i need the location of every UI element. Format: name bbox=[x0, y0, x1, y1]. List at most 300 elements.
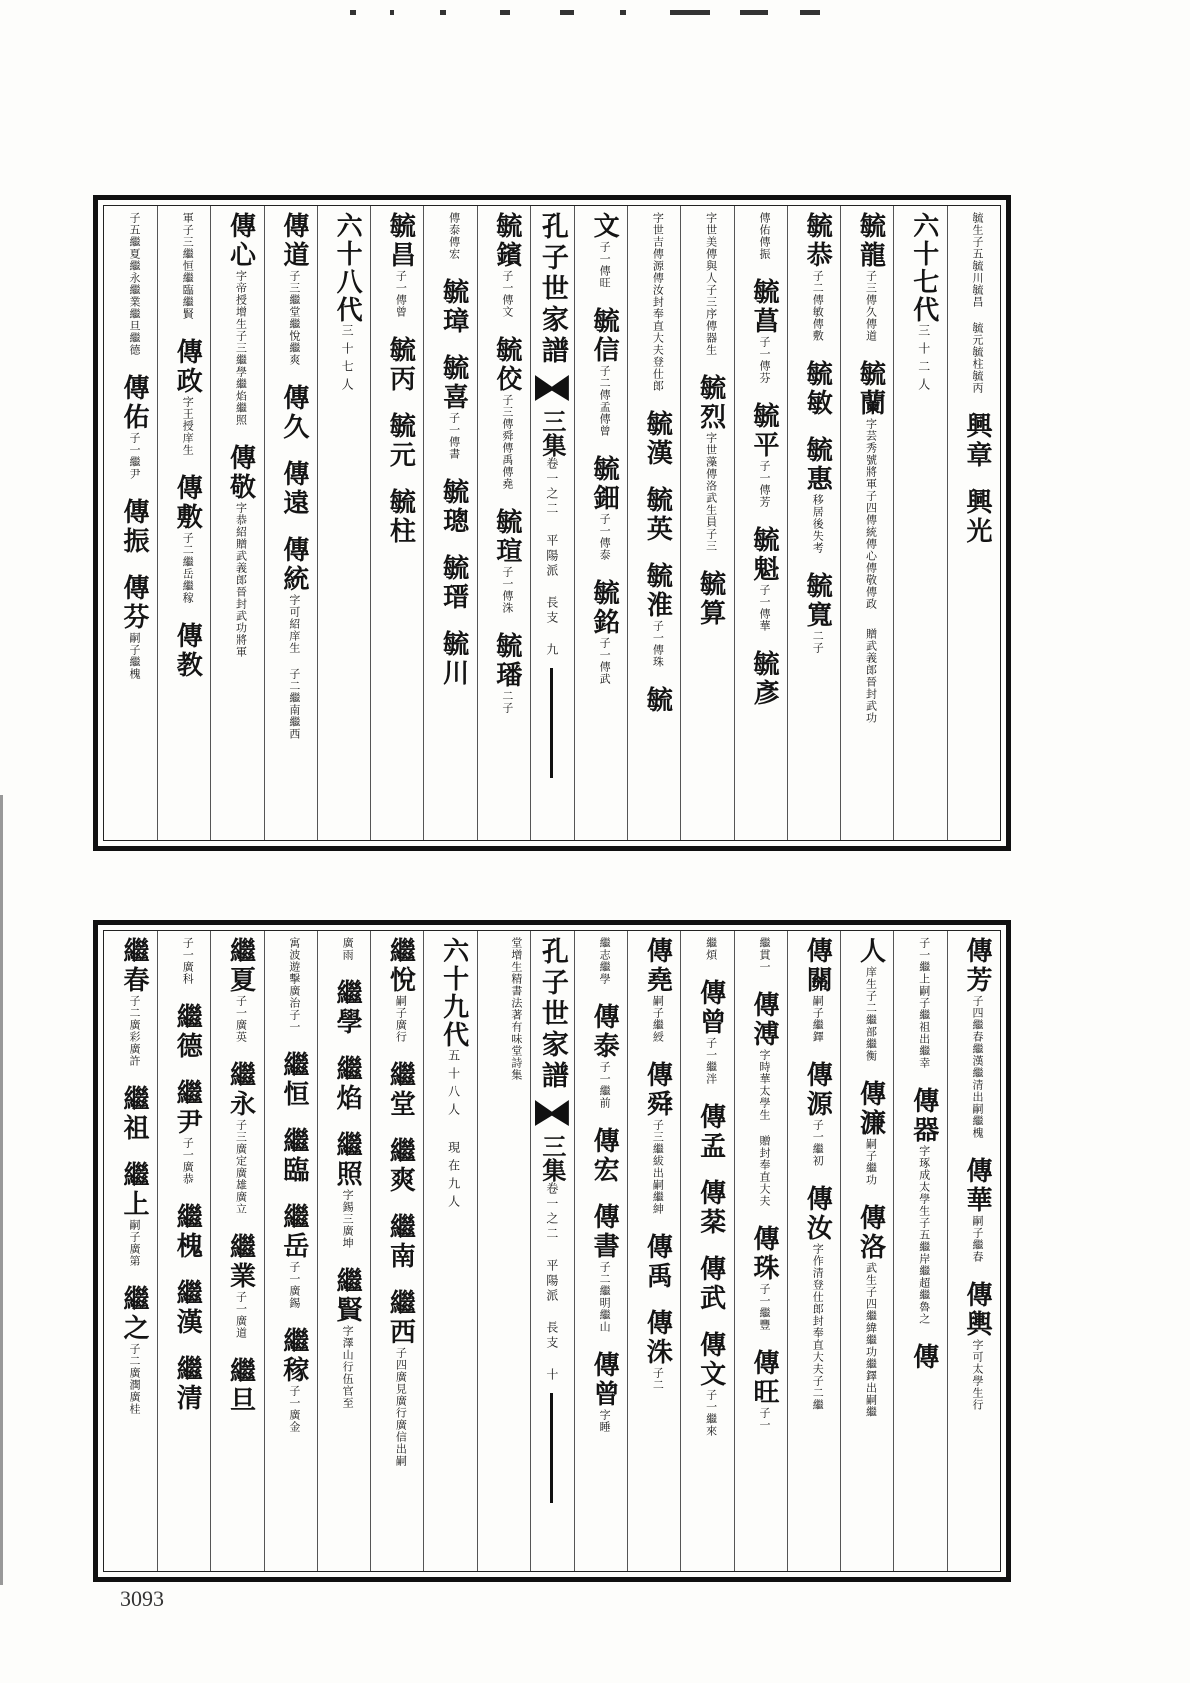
generation-count: 三十二人 bbox=[916, 324, 931, 396]
register-column bbox=[210, 206, 263, 840]
register-entry bbox=[119, 1161, 150, 1267]
center-rule bbox=[550, 668, 553, 778]
register-entry bbox=[642, 486, 673, 544]
person-name: 傳關 bbox=[802, 937, 833, 995]
register-column bbox=[680, 206, 733, 840]
register-entry bbox=[172, 1203, 203, 1261]
person-name: 繼岳 bbox=[278, 1203, 309, 1261]
register-entry bbox=[178, 937, 197, 985]
person-name: 繼漢 bbox=[172, 1279, 203, 1337]
person-note: 嗣子繼春 bbox=[971, 1215, 984, 1263]
person-note: 子一廣錫 bbox=[287, 1261, 301, 1309]
register-entry bbox=[748, 278, 779, 384]
person-name: 毓 bbox=[642, 686, 673, 715]
person-note: 子一傳珠 bbox=[651, 620, 665, 668]
register-entry bbox=[332, 1055, 363, 1113]
person-note: 子三廣定廣雄廣立 bbox=[234, 1119, 248, 1215]
register-entry bbox=[748, 402, 779, 508]
person-name: 傳武 bbox=[695, 1255, 726, 1313]
person-name: 傳輿 bbox=[962, 1281, 992, 1339]
register-entry bbox=[225, 212, 256, 426]
sub-branch-label: 長支 bbox=[544, 1304, 559, 1351]
register-entry bbox=[491, 508, 522, 614]
register-entry bbox=[802, 1061, 833, 1167]
register-entry bbox=[695, 979, 726, 1085]
person-note: 子一傳旺 bbox=[598, 241, 612, 289]
register-entry bbox=[278, 1051, 309, 1109]
person-name: 傳旺 bbox=[748, 1349, 779, 1407]
person-note: 子一傳洙 bbox=[500, 566, 514, 614]
register-entry bbox=[491, 212, 522, 318]
folio-number: 十 bbox=[544, 1351, 559, 1383]
register-entry bbox=[278, 460, 309, 518]
person-note: 子一廣道 bbox=[234, 1291, 248, 1339]
register-entry bbox=[332, 979, 363, 1037]
center-title-column bbox=[530, 206, 574, 840]
person-note: 字琢成太學生子五繼岸繼超繼魯之 bbox=[917, 1145, 931, 1325]
register-column bbox=[423, 206, 476, 840]
person-note: 贈武義郎晉封武功 bbox=[864, 628, 878, 724]
person-name: 毓柱 bbox=[385, 488, 416, 546]
register-column bbox=[893, 206, 946, 840]
person-name: 傳宏 bbox=[589, 1127, 620, 1185]
register-entry bbox=[695, 1255, 726, 1313]
register-entry bbox=[748, 1225, 779, 1331]
register-entry bbox=[491, 632, 522, 714]
person-note: 子一傳泰 bbox=[598, 513, 612, 561]
person-name: 繼清 bbox=[172, 1355, 203, 1413]
person-note: 子一廣恭 bbox=[181, 1137, 195, 1185]
person-name: 繼槐 bbox=[172, 1203, 203, 1261]
generation-heading bbox=[908, 212, 939, 396]
person-note: 子一廣金 bbox=[287, 1385, 301, 1433]
register-entry bbox=[861, 628, 880, 724]
register-entry bbox=[702, 937, 721, 961]
register-entry bbox=[802, 212, 833, 342]
register-column bbox=[157, 206, 210, 840]
register-column bbox=[210, 931, 263, 1571]
register-entry bbox=[642, 1233, 673, 1291]
person-note: 二子 bbox=[500, 690, 514, 714]
register-column bbox=[317, 206, 370, 840]
register-entry bbox=[278, 1127, 309, 1185]
register-column bbox=[787, 206, 840, 840]
register-entry bbox=[748, 526, 779, 632]
person-note: 繼煩 bbox=[704, 937, 718, 961]
volume-label: 三集 bbox=[537, 409, 567, 457]
register-entry bbox=[119, 574, 150, 680]
genealogy-block-bottom bbox=[93, 920, 1011, 1582]
register-column bbox=[157, 931, 210, 1571]
person-note: 堂增生精書法著有味堂詩集 bbox=[509, 937, 523, 1081]
register-entry bbox=[172, 1003, 203, 1061]
register-column bbox=[734, 931, 787, 1571]
person-name: 毓淮 bbox=[642, 562, 673, 620]
register-entry bbox=[642, 1309, 673, 1391]
person-name: 傳道 bbox=[278, 212, 309, 270]
register-entry bbox=[438, 630, 469, 688]
register-column bbox=[947, 931, 1000, 1571]
person-name: 傳 bbox=[908, 1343, 939, 1372]
person-name: 毓元 bbox=[385, 412, 416, 470]
person-note: 繼志繼學 bbox=[598, 937, 612, 985]
register-entry bbox=[438, 478, 469, 536]
register-entry bbox=[332, 1131, 363, 1249]
register-column bbox=[840, 206, 893, 840]
register-column bbox=[680, 931, 733, 1571]
person-note: 字睡 bbox=[598, 1409, 612, 1433]
person-name: 傳政 bbox=[172, 338, 203, 396]
person-name: 繼照 bbox=[332, 1131, 363, 1189]
person-note: 子二繼明繼山 bbox=[598, 1261, 612, 1333]
person-name: 傳振 bbox=[119, 498, 150, 556]
person-note: 字帝授增生子三繼學繼焰繼照 bbox=[234, 270, 248, 426]
register-entry bbox=[968, 212, 987, 394]
person-note: 子一傳芬 bbox=[757, 336, 771, 384]
person-name: 繼焰 bbox=[332, 1055, 363, 1113]
register-entry bbox=[589, 307, 620, 437]
person-name: 傳華 bbox=[962, 1157, 992, 1215]
register-entry bbox=[119, 374, 150, 480]
branch-label: 平陽派 bbox=[544, 517, 559, 579]
register-column bbox=[104, 931, 157, 1571]
register-entry bbox=[855, 360, 886, 610]
sub-branch-label: 長支 bbox=[544, 579, 559, 626]
juan-label: 卷一之二 bbox=[544, 457, 559, 517]
register-entry bbox=[962, 488, 992, 546]
person-name: 傳堯 bbox=[642, 937, 673, 995]
person-name: 繼旦 bbox=[225, 1357, 256, 1415]
person-name: 傳敷 bbox=[172, 474, 203, 532]
person-name: 傳汝 bbox=[802, 1185, 833, 1243]
person-name: 傳溥 bbox=[748, 991, 779, 1049]
register-entry bbox=[802, 436, 833, 554]
person-note: 子三繼紱出嗣繼紳 bbox=[651, 1119, 665, 1215]
person-name: 繼南 bbox=[385, 1213, 416, 1271]
person-note: 字可太學生行 bbox=[971, 1339, 984, 1411]
person-name: 興章 bbox=[962, 412, 992, 470]
register-entry bbox=[855, 212, 886, 342]
register-column bbox=[264, 206, 317, 840]
person-name: 繼稼 bbox=[278, 1327, 309, 1385]
person-note: 子二廣潤廣桂 bbox=[128, 1343, 142, 1415]
person-name: 毓龍 bbox=[855, 212, 886, 270]
person-note: 嗣子廣行 bbox=[394, 995, 408, 1043]
person-name: 毓璠 bbox=[491, 632, 522, 690]
register-entry bbox=[695, 570, 726, 628]
register-entry bbox=[278, 1203, 309, 1309]
register-entry bbox=[385, 1061, 416, 1119]
register-entry bbox=[755, 212, 774, 260]
person-note: 傳佑傳振 bbox=[757, 212, 771, 260]
person-name: 毓川 bbox=[438, 630, 469, 688]
person-name: 毓鑌 bbox=[491, 212, 522, 270]
register-entry bbox=[908, 1087, 939, 1325]
register-entry bbox=[119, 1085, 150, 1143]
register-column bbox=[423, 931, 476, 1571]
register-entry bbox=[285, 937, 304, 1033]
person-name: 毓烈 bbox=[695, 374, 726, 432]
register-entry bbox=[695, 1331, 726, 1437]
register-entry bbox=[589, 1003, 620, 1109]
person-name: 傳孟 bbox=[695, 1103, 726, 1161]
person-note: 寓波遊擊廣治子一 bbox=[287, 937, 301, 1033]
person-name: 傳遠 bbox=[278, 460, 309, 518]
register-column bbox=[317, 931, 370, 1571]
person-note: 字澤山行伍官至 bbox=[341, 1325, 355, 1409]
register-entry bbox=[438, 554, 469, 612]
person-name: 毓魁 bbox=[748, 526, 779, 584]
register-entry bbox=[278, 1327, 309, 1433]
person-note: 子一繼泮 bbox=[704, 1037, 718, 1085]
person-name: 傳洙 bbox=[642, 1309, 673, 1367]
register-entry bbox=[178, 212, 197, 320]
person-name: 毓瑨 bbox=[438, 554, 469, 612]
person-name: 繼賢 bbox=[332, 1267, 363, 1325]
juan-label: 卷一之二 bbox=[544, 1182, 559, 1242]
person-note: 字恭紹贈武義郎晉封武功將軍 bbox=[234, 502, 248, 658]
person-name: 毓鈿 bbox=[589, 455, 620, 513]
person-name: 毓恭 bbox=[802, 212, 833, 270]
register-entry bbox=[225, 1233, 256, 1339]
register-entry bbox=[648, 212, 667, 392]
page-edge-line bbox=[0, 795, 3, 1585]
center-title-column bbox=[530, 931, 574, 1571]
person-note: 子一繼前 bbox=[598, 1061, 612, 1109]
person-note: 字王授庠生 bbox=[181, 396, 195, 456]
register-column bbox=[627, 206, 680, 840]
person-note: 嗣子繼功 bbox=[864, 1138, 878, 1186]
person-name: 傳芳 bbox=[962, 937, 992, 995]
register-column bbox=[104, 206, 157, 840]
register-entry bbox=[589, 1351, 620, 1433]
person-note: 子一傳華 bbox=[757, 584, 771, 632]
register-entry bbox=[278, 384, 309, 442]
person-note: 嗣子繼鐸 bbox=[811, 995, 825, 1043]
person-name: 毓銘 bbox=[589, 579, 620, 637]
register-entry bbox=[385, 412, 416, 470]
register-entry bbox=[225, 1061, 256, 1215]
fishtail-mark-icon bbox=[535, 375, 569, 401]
register-entry bbox=[385, 336, 416, 394]
person-name: 毓昌 bbox=[385, 212, 416, 270]
generation-heading bbox=[332, 212, 363, 396]
register-entry bbox=[802, 937, 833, 1043]
person-note: 庠生子二繼部繼衡 bbox=[864, 966, 878, 1062]
person-name: 繼臨 bbox=[278, 1127, 309, 1185]
person-name: 毓漢 bbox=[642, 410, 673, 468]
register-column bbox=[840, 931, 893, 1571]
person-note: 子二繼岳繼稼 bbox=[181, 532, 195, 604]
register-entry bbox=[962, 1281, 992, 1411]
person-note: 軍子三繼恒繼臨繼賢 bbox=[181, 212, 195, 320]
person-note: 子一繼尹 bbox=[128, 432, 142, 480]
register-column bbox=[947, 206, 1000, 840]
register-entry bbox=[172, 1079, 203, 1185]
person-note: 子一傳書 bbox=[447, 412, 461, 460]
person-note: 二子 bbox=[811, 630, 825, 654]
person-name: 繼德 bbox=[172, 1003, 203, 1061]
register-column bbox=[627, 931, 680, 1571]
book-title: 孔子世家譜 bbox=[536, 212, 568, 367]
generation-title: 六十七代 bbox=[908, 212, 939, 324]
block-columns bbox=[103, 930, 1001, 1572]
person-note: 子一傳武 bbox=[598, 637, 612, 685]
person-name: 繼學 bbox=[332, 979, 363, 1037]
register-entry bbox=[338, 937, 357, 961]
register-entry bbox=[695, 1179, 726, 1237]
person-note: 字時華太學生 贈封奉直大夫 bbox=[757, 1049, 771, 1207]
block-columns bbox=[103, 205, 1001, 841]
generation-count: 三十七人 bbox=[340, 324, 355, 396]
person-name: 毓喜 bbox=[438, 354, 469, 412]
register-entry bbox=[172, 1279, 203, 1337]
person-name: 繼春 bbox=[119, 937, 150, 995]
register-column bbox=[893, 931, 946, 1571]
person-note: 子三傳久傳道 bbox=[864, 270, 878, 342]
register-entry bbox=[507, 937, 526, 1081]
person-name: 傳珠 bbox=[748, 1225, 779, 1283]
generation-count: 五十八人 現在九人 bbox=[446, 1049, 461, 1213]
register-entry bbox=[915, 937, 934, 1069]
person-note: 子一傳曾 bbox=[394, 270, 408, 318]
person-name: 毓佼 bbox=[491, 336, 522, 394]
person-name: 傳心 bbox=[225, 212, 256, 270]
fishtail-mark-icon bbox=[535, 1100, 569, 1126]
generation-heading bbox=[438, 937, 469, 1213]
person-name: 傳泰 bbox=[589, 1003, 620, 1061]
person-note: 子四廣見廣行廣信出嗣 bbox=[394, 1347, 408, 1467]
register-entry bbox=[748, 1349, 779, 1431]
person-note: 移居後失考 bbox=[811, 494, 825, 554]
person-name: 繼爽 bbox=[385, 1137, 416, 1195]
person-note: 子一廣英 bbox=[234, 995, 248, 1043]
register-column bbox=[264, 931, 317, 1571]
person-name: 傳敬 bbox=[225, 444, 256, 502]
register-entry bbox=[589, 1203, 620, 1333]
register-entry bbox=[278, 536, 309, 740]
page-number: 3093 bbox=[120, 1586, 164, 1611]
person-name: 毓菖 bbox=[748, 278, 779, 336]
person-name: 傳洛 bbox=[855, 1204, 886, 1262]
register-entry bbox=[695, 1103, 726, 1161]
register-entry bbox=[802, 572, 833, 654]
person-name: 傳久 bbox=[278, 384, 309, 442]
register-entry bbox=[642, 1061, 673, 1215]
register-entry bbox=[589, 579, 620, 685]
register-entry bbox=[695, 374, 726, 552]
person-name: 毓丙 bbox=[385, 336, 416, 394]
register-column bbox=[787, 931, 840, 1571]
register-column bbox=[734, 206, 787, 840]
register-entry bbox=[755, 937, 774, 973]
scan-edge-marks bbox=[350, 8, 910, 20]
person-name: 傳濂 bbox=[855, 1080, 886, 1138]
register-entry bbox=[385, 1137, 416, 1195]
person-name: 繼堂 bbox=[385, 1061, 416, 1119]
person-name: 傳器 bbox=[908, 1087, 939, 1145]
person-note: 子一繼來 bbox=[704, 1389, 718, 1437]
register-entry bbox=[125, 212, 144, 356]
person-name: 繼尹 bbox=[172, 1079, 203, 1137]
person-note: 子二傳敏傳敷 bbox=[811, 270, 825, 342]
register-entry bbox=[589, 1127, 620, 1185]
folio-number: 九 bbox=[544, 626, 559, 658]
register-entry bbox=[119, 937, 150, 1067]
person-note: 字作清登仕郎封奉直大夫子二繼 bbox=[811, 1243, 825, 1411]
person-note: 字世美傳與人子三序傳器生 bbox=[704, 212, 718, 356]
person-name: 傳棻 bbox=[695, 1179, 726, 1237]
register-entry bbox=[225, 1357, 256, 1415]
register-entry bbox=[385, 212, 416, 318]
person-note: 子四繼春繼漢繼清出嗣繼槐 bbox=[971, 995, 984, 1139]
register-entry bbox=[119, 498, 150, 556]
person-note: 廣雨 bbox=[341, 937, 355, 961]
register-entry bbox=[278, 212, 309, 366]
register-entry bbox=[119, 1285, 150, 1415]
person-name: 毓璁 bbox=[438, 478, 469, 536]
person-note: 子三繼堂繼悅繼爽 bbox=[287, 270, 301, 366]
person-name: 傳芬 bbox=[119, 574, 150, 632]
register-entry bbox=[642, 410, 673, 468]
person-note: 子一繼豐 bbox=[757, 1283, 771, 1331]
person-note: 子一繼初 bbox=[811, 1119, 825, 1167]
register-column bbox=[477, 931, 530, 1571]
register-entry bbox=[642, 937, 673, 1043]
person-note: 嗣子繼綬 bbox=[651, 995, 665, 1043]
person-note: 子一傳文 bbox=[500, 270, 514, 318]
book-title: 孔子世家譜 bbox=[536, 937, 568, 1092]
person-name: 傳曾 bbox=[695, 979, 726, 1037]
person-note: 子二 bbox=[651, 1367, 665, 1391]
register-entry bbox=[385, 1213, 416, 1271]
register-entry bbox=[962, 1157, 992, 1263]
register-entry bbox=[385, 1289, 416, 1467]
person-name: 人 bbox=[855, 937, 886, 966]
person-name: 毓瑄 bbox=[491, 508, 522, 566]
register-entry bbox=[385, 488, 416, 546]
person-note: 繼貫一 bbox=[757, 937, 771, 973]
center-rule bbox=[550, 1393, 553, 1503]
person-note: 子一繼上嗣子繼祖出繼幸 bbox=[917, 937, 931, 1069]
generation-title: 六十八代 bbox=[332, 212, 363, 324]
person-name: 毓璋 bbox=[438, 278, 469, 336]
register-column bbox=[477, 206, 530, 840]
person-name: 毓信 bbox=[589, 307, 620, 365]
register-entry bbox=[962, 937, 992, 1139]
person-name: 毓英 bbox=[642, 486, 673, 544]
person-name: 繼恒 bbox=[278, 1051, 309, 1109]
person-name: 繼業 bbox=[225, 1233, 256, 1291]
person-name: 興光 bbox=[962, 488, 992, 546]
person-note: 子一傳芳 bbox=[757, 460, 771, 508]
person-name: 文 bbox=[589, 212, 620, 241]
person-name: 毓蘭 bbox=[855, 360, 886, 418]
person-name: 繼永 bbox=[225, 1061, 256, 1119]
person-name: 傳統 bbox=[278, 536, 309, 594]
person-name: 毓彥 bbox=[748, 650, 779, 708]
register-column bbox=[574, 206, 627, 840]
register-entry bbox=[438, 278, 469, 336]
register-entry bbox=[748, 650, 779, 708]
person-note: 嗣子廣第 bbox=[128, 1219, 142, 1267]
register-entry bbox=[172, 338, 203, 456]
register-entry bbox=[595, 937, 614, 985]
register-entry bbox=[332, 1267, 363, 1409]
person-name: 傳書 bbox=[589, 1203, 620, 1261]
register-entry bbox=[589, 212, 620, 289]
person-note: 毓生子五毓川毓昌 毓元毓柱毓丙 bbox=[971, 212, 984, 394]
